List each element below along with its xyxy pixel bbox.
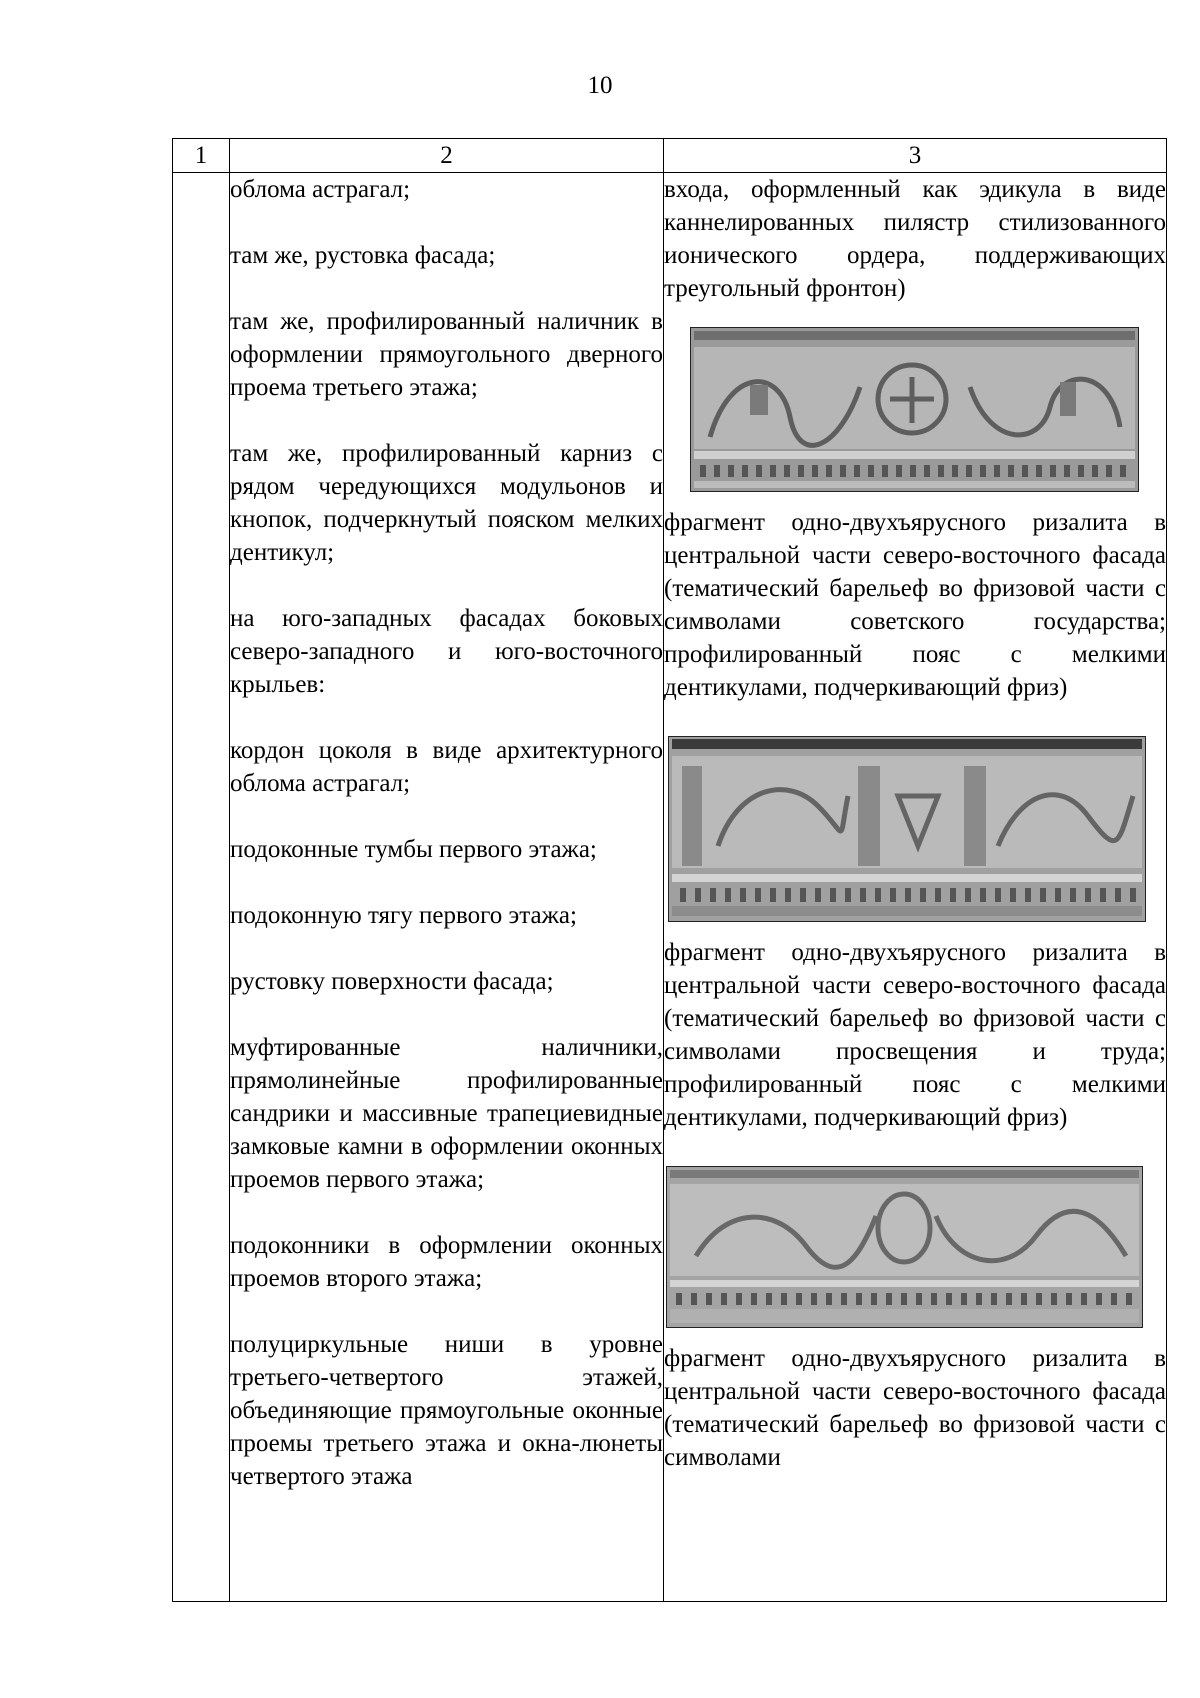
item-text: подоконную тягу первого этажа; [230,902,577,929]
page-number: 10 [587,72,613,99]
item-text: подоконники в оформлении оконных проемов второго этажа; [230,1232,663,1292]
item-text: там же, рустовка фасада; [230,242,496,269]
item-text: кордон цоколя в виде архитектурного облома астрагал; [230,737,663,797]
illustration-caption: фрагмент одно-двухъярусного ризалита в центральной части северо-восточного фасада (тематический барельеф во фризовой части с символами [664,1345,1166,1471]
header-col-1: 1 [173,139,230,173]
frieze-photo-soviet-symbols [690,327,1139,492]
header-col-2: 2 [230,139,664,173]
illustrations-cell [664,173,1167,1602]
table-row [173,173,1167,1602]
item-text: рустовку поверхности фасада; [230,968,554,995]
item-text: муфтированные наличники, прямолинейные профилированные сандрики и массивные трапециевидные замковые камни в оформлении оконных проемов первого этажа; [230,1034,663,1193]
item-text: подоконные тумбы первого этажа; [230,836,597,863]
protected-elements-cell [230,173,664,1602]
intro-text: входа, оформленный как эдикула в виде каннелированных пилястр стилизованного ионического ордера, поддерживающих треугольный фронтон) [664,176,1166,302]
heritage-table [172,138,1167,1602]
row-number-cell [173,173,230,1602]
frieze-photo-education-labor [668,736,1146,922]
item-text: облома астрагал; [230,176,411,203]
item-text: полуциркульные ниши в уровне третьего-четвертого этажей, объединяющие прямоугольные оконные проемы третьего этажа и окна-люнеты четвертого этажа [230,1331,663,1490]
header-col-3: 3 [664,139,1167,173]
frieze-photo-third [666,1166,1143,1328]
table-header-row [173,139,1167,173]
item-text: на юго-западных фасадах боковых северо-западного и юго-восточного крыльев: [230,605,663,698]
item-text: там же, профилированный наличник в оформлении прямоугольного дверного проема третьего этажа; [230,308,663,401]
illustration-caption: фрагмент одно-двухъярусного ризалита в центральной части северо-восточного фасада (тематический барельеф во фризовой части с символами советского государства; профилированный пояс с мелкими дентикулами, подчеркивающий фриз) [664,509,1166,701]
item-text: там же, профилированный карниз с рядом чередующихся модульонов и кнопок, подчеркнутый пояском мелких дентикул; [230,440,663,566]
illustration-caption: фрагмент одно-двухъярусного ризалита в центральной части северо-восточного фасада (тематический барельеф во фризовой части с символами просвещения и труда; профилированный пояс с мелкими дентикулами, подчеркивающий фриз) [664,939,1166,1131]
